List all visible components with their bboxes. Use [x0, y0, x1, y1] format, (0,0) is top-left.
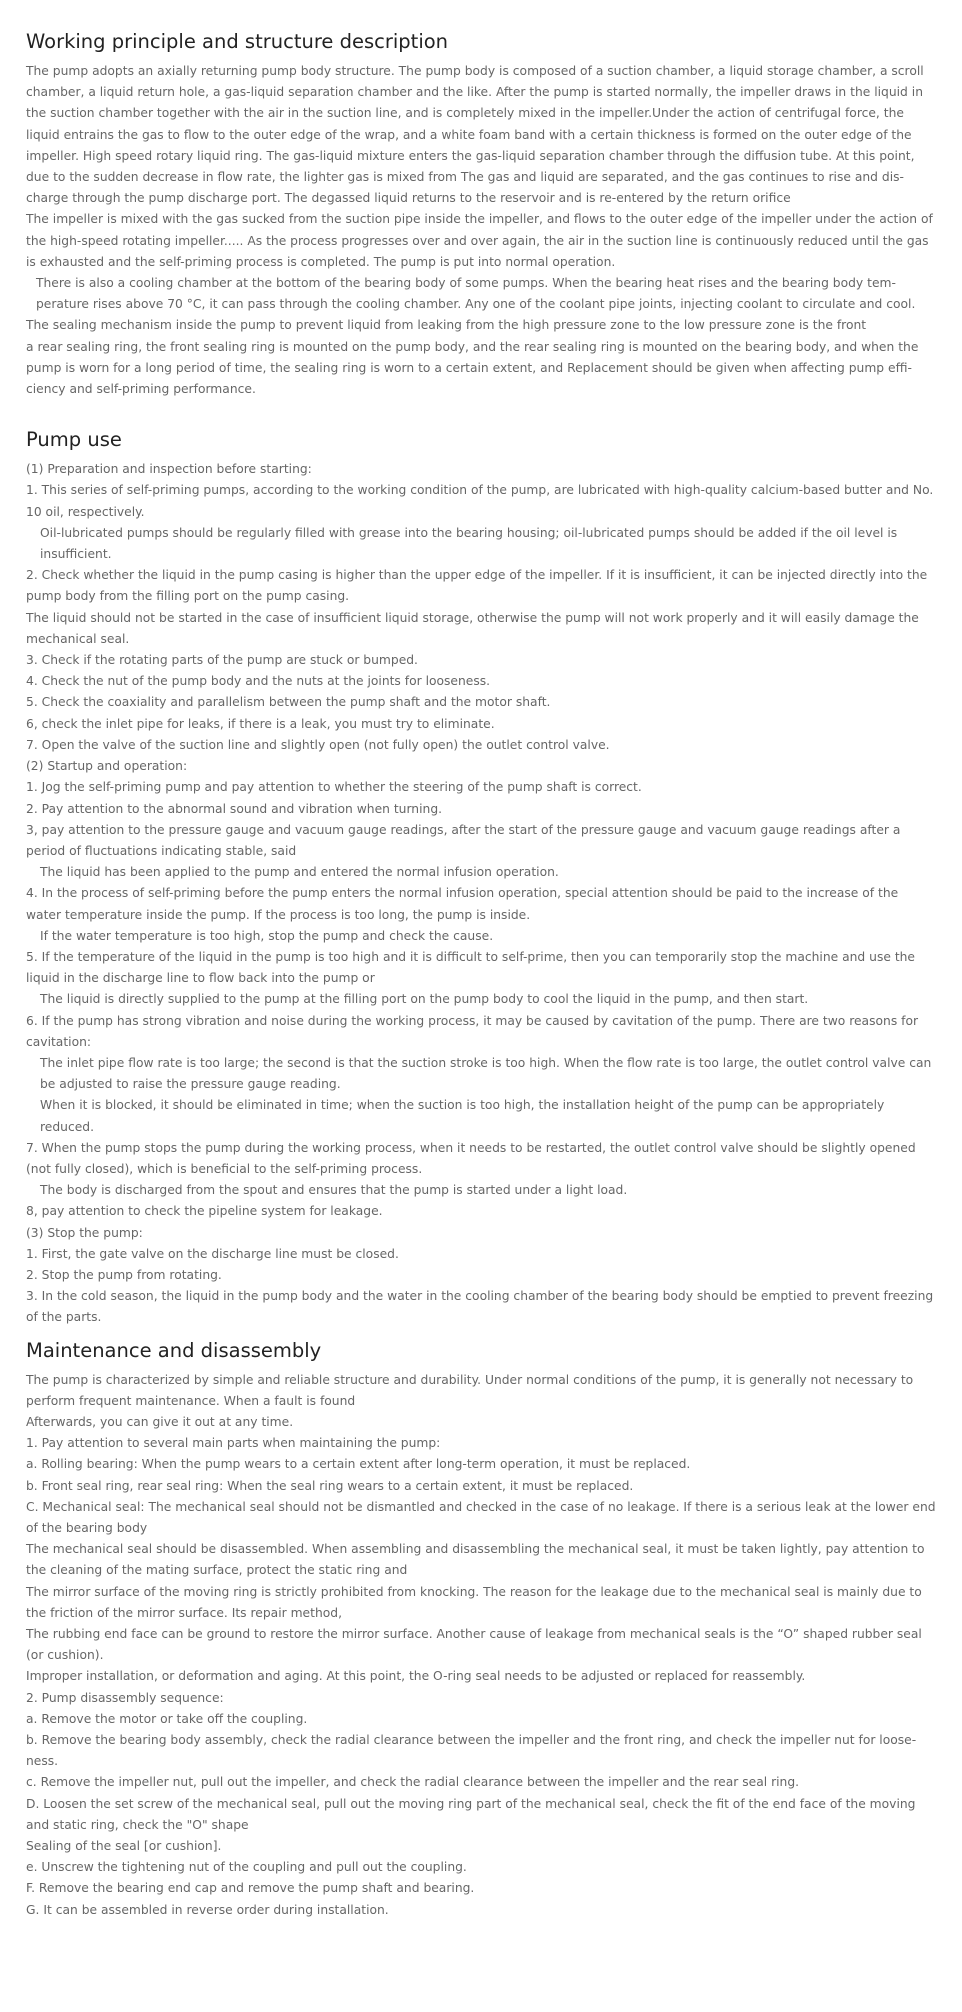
list-item: The mechanical seal should be disassembled. When assembling and disassembling the mechanical seal, it must be taken lightly, pay attention to the cleaning of the mating surface, protect the static ring and: [26, 1542, 925, 1578]
list-item: 6. If the pump has strong vibration and noise during the working process, it may be caused by cavitation of the pump. There are two reasons for cavitation:: [26, 1013, 919, 1049]
list-item: Afterwards, you can give it out at any time.: [26, 1414, 294, 1429]
list-item: D. Loosen the set screw of the mechanical seal, pull out the moving ring part of the mechanical seal, check the fit of the end face of the moving and static ring, check the "O" shape: [26, 1796, 916, 1832]
paragraph: The pump adopts an axially returning pump body structure. The pump body is composed of a suction chamber, a liquid storage chamber, a scroll chamber, a liquid return hole, a gas-liquid separation chamber and the like. After the pump is started normally, the impeller draws in the liquid in the suction chamber together with the air in the suction line, and is completely mixed in the impeller.Under the action of centrifugal force, the liquid entrains the gas to flow to the outer edge of the wrap, and a white foam band with a certain thickness is formed on the outer edge of the impeller. High speed rotary liquid ring. The gas-liquid mixture enters the gas-liquid separation chamber through the diffusion tube. At this point, due to the sudden decrease in flow rate, the lighter gas is mixed from The gas and liquid are separated, and the gas continues to rise and dis-charge through the pump discharge port. The degassed liquid returns to the reservoir and is re-entered by the return orifice: [26, 64, 924, 206]
list-item: e. Unscrew the tightening nut of the coupling and pull out the coupling.: [26, 1860, 467, 1875]
list-item: 3. In the cold season, the liquid in the pump body and the water in the cooling chamber of the bearing body should be emptied to prevent freezing of the parts.: [26, 1289, 934, 1325]
list-item: Oil-lubricated pumps should be regularly filled with grease into the bearing housing; oil-lubricated pumps should be added if the oil level is insufficient.: [40, 525, 898, 562]
list-item: c. Remove the impeller nut, pull out the impeller, and check the radial clearance between the impeller and the rear seal ring.: [26, 1775, 800, 1790]
list-item: b. Front seal ring, rear seal ring: When the seal ring wears to a certain extent, it must be replaced.: [26, 1478, 634, 1493]
list-item: G. It can be assembled in reverse order during installation.: [26, 1902, 389, 1917]
section-pump-use: [26, 426, 936, 1328]
list-item: 8, pay attention to check the pipeline system for leakage.: [26, 1204, 383, 1219]
section-working-principle: [26, 28, 936, 400]
list-item: 2. Pump disassembly sequence:: [26, 1690, 224, 1705]
list-item: The liquid is directly supplied to the pump at the filling port on the pump body to cool the liquid in the pump, and then start.: [40, 992, 809, 1007]
list-item: 2. Check whether the liquid in the pump casing is higher than the upper edge of the impeller. If it is insufficient, it can be injected directly into the pump body from the filling port on the pump casing.: [26, 568, 928, 604]
list-item: 4. Check the nut of the pump body and the nuts at the joints for looseness.: [26, 674, 491, 689]
section-title-working-principle: Working principle and structure description: [26, 30, 449, 53]
paragraph: The impeller is mixed with the gas sucked from the suction pipe inside the impeller, and flows to the outer edge of the impeller under the action of the high-speed rotating impeller..... As the process progresses over and over again, the air in the suction line is continuously reduced until the gas is exhausted and the self-priming process is completed. The pump is put into normal operation.: [26, 212, 933, 269]
paragraph: There is also a cooling chamber at the bottom of the bearing body of some pumps. When the bearing heat rises and the bearing body tem-perature rises above 70 °C, it can pass through the cooling chamber. Any one of the coolant pipe joints, injecting coolant to circulate and cool.: [36, 276, 916, 312]
list-item: The inlet pipe flow rate is too large; the second is that the suction stroke is too high. When the flow rate is too large, the outlet control valve can be adjusted to raise the pressure gauge reading.: [40, 1055, 932, 1092]
list-item: The mirror surface of the moving ring is strictly prohibited from knocking. The reason for the leakage due to the mechanical seal is mainly due to the friction of the mirror surface. Its repair method,: [26, 1584, 922, 1620]
list-item: C. Mechanical seal: The mechanical seal should not be dismantled and checked in the case of no leakage. If there is a serious leak at the lower end of the bearing body: [26, 1499, 936, 1535]
list-item: (2) Startup and operation:: [26, 759, 188, 774]
list-item: If the water temperature is too high, stop the pump and check the cause.: [40, 928, 494, 943]
list-item: 1. This series of self-priming pumps, according to the working condition of the pump, are lubricated with high-quality calcium-based butter and No. 10 oil, respectively.: [26, 483, 934, 519]
maintenance-list: [26, 1370, 936, 1921]
list-item: F. Remove the bearing end cap and remove the pump shaft and bearing.: [26, 1881, 475, 1896]
list-item: 2. Stop the pump from rotating.: [26, 1267, 222, 1282]
list-item: 7. When the pump stops the pump during the working process, when it needs to be restarted, the outlet control valve should be slightly opened (not fully closed), which is beneficial to the self-priming process.: [26, 1140, 916, 1176]
list-item: The liquid should not be started in the case of insufficient liquid storage, otherwise the pump will not work properly and it will easily damage the mechanical seal.: [26, 610, 919, 646]
list-item: (3) Stop the pump:: [26, 1225, 143, 1240]
section-maintenance: [26, 1337, 936, 1921]
list-item: 2. Pay attention to the abnormal sound and vibration when turning.: [26, 801, 443, 816]
list-item: When it is blocked, it should be eliminated in time; when the suction is too high, the installation height of the pump can be appropriately reduced.: [40, 1098, 885, 1134]
list-item: a. Remove the motor or take off the coupling.: [26, 1711, 308, 1726]
list-item: The pump is characterized by simple and reliable structure and durability. Under normal conditions of the pump, it is generally not necessary to perform frequent maintenance. When a fault is found: [26, 1372, 914, 1408]
paragraph: a rear sealing ring, the front sealing ring is mounted on the pump body, and the rear sealing ring is mounted on the bearing body, and when the pump is worn for a long period of time, the sealing ring is worn to a certain extent, and Replacement should be given when affecting pump effi-ciency and self-priming performance.: [26, 339, 919, 397]
section-title-maintenance: Maintenance and disassembly: [26, 1338, 322, 1362]
list-item: 1. Jog the self-priming pump and pay attention to whether the steering of the pump shaft is correct.: [26, 780, 642, 795]
list-item: b. Remove the bearing body assembly, check the radial clearance between the impeller and the front ring, and check the impeller nut for loose-ness.: [26, 1733, 917, 1769]
list-item: 7. Open the valve of the suction line and slightly open (not fully open) the outlet control valve.: [26, 737, 610, 752]
list-item: 3, pay attention to the pressure gauge and vacuum gauge readings, after the start of the pressure gauge and vacuum gauge readings after a period of fluctuations indicating stable, said: [26, 822, 901, 858]
list-item: 1. Pay attention to several main parts when maintaining the pump:: [26, 1436, 441, 1451]
section-title-pump-use: Pump use: [26, 428, 122, 452]
list-item: 1. First, the gate valve on the discharge line must be closed.: [26, 1246, 399, 1261]
list-item: Improper installation, or deformation and aging. At this point, the O-ring seal needs to be adjusted or replaced for reassembly.: [26, 1669, 806, 1684]
list-item: 3. Check if the rotating parts of the pump are stuck or bumped.: [26, 653, 418, 668]
list-item: 5. Check the coaxiality and parallelism between the pump shaft and the motor shaft.: [26, 695, 551, 710]
list-item: The body is discharged from the spout and ensures that the pump is started under a light load.: [40, 1183, 628, 1198]
list-item: a. Rolling bearing: When the pump wears to a certain extent after long-term operation, it must be replaced.: [26, 1457, 691, 1472]
list-item: 5. If the temperature of the liquid in the pump is too high and it is difficult to self-prime, then you can temporarily stop the machine and use the liquid in the discharge line to flow back into the pump or: [26, 949, 916, 986]
list-item: The liquid has been applied to the pump and entered the normal infusion operation.: [40, 865, 559, 880]
list-item: Sealing of the seal [or cushion].: [26, 1839, 222, 1854]
list-item: 6, check the inlet pipe for leaks, if there is a leak, you must try to eliminate.: [26, 716, 495, 731]
paragraph: The sealing mechanism inside the pump to prevent liquid from leaking from the high pressure zone to the low pressure zone is the front: [26, 318, 867, 333]
list-item: The rubbing end face can be ground to restore the mirror surface. Another cause of leakage from mechanical seals is the “O” shaped rubber seal (or cushion).: [26, 1627, 922, 1663]
pump-use-list: [26, 459, 936, 1328]
list-item: (1) Preparation and inspection before starting:: [26, 462, 312, 477]
list-item: 4. In the process of self-priming before the pump enters the normal infusion operation, special attention should be paid to the increase of the water temperature inside the pump. If the process is too long, the pump is inside.: [26, 886, 899, 922]
